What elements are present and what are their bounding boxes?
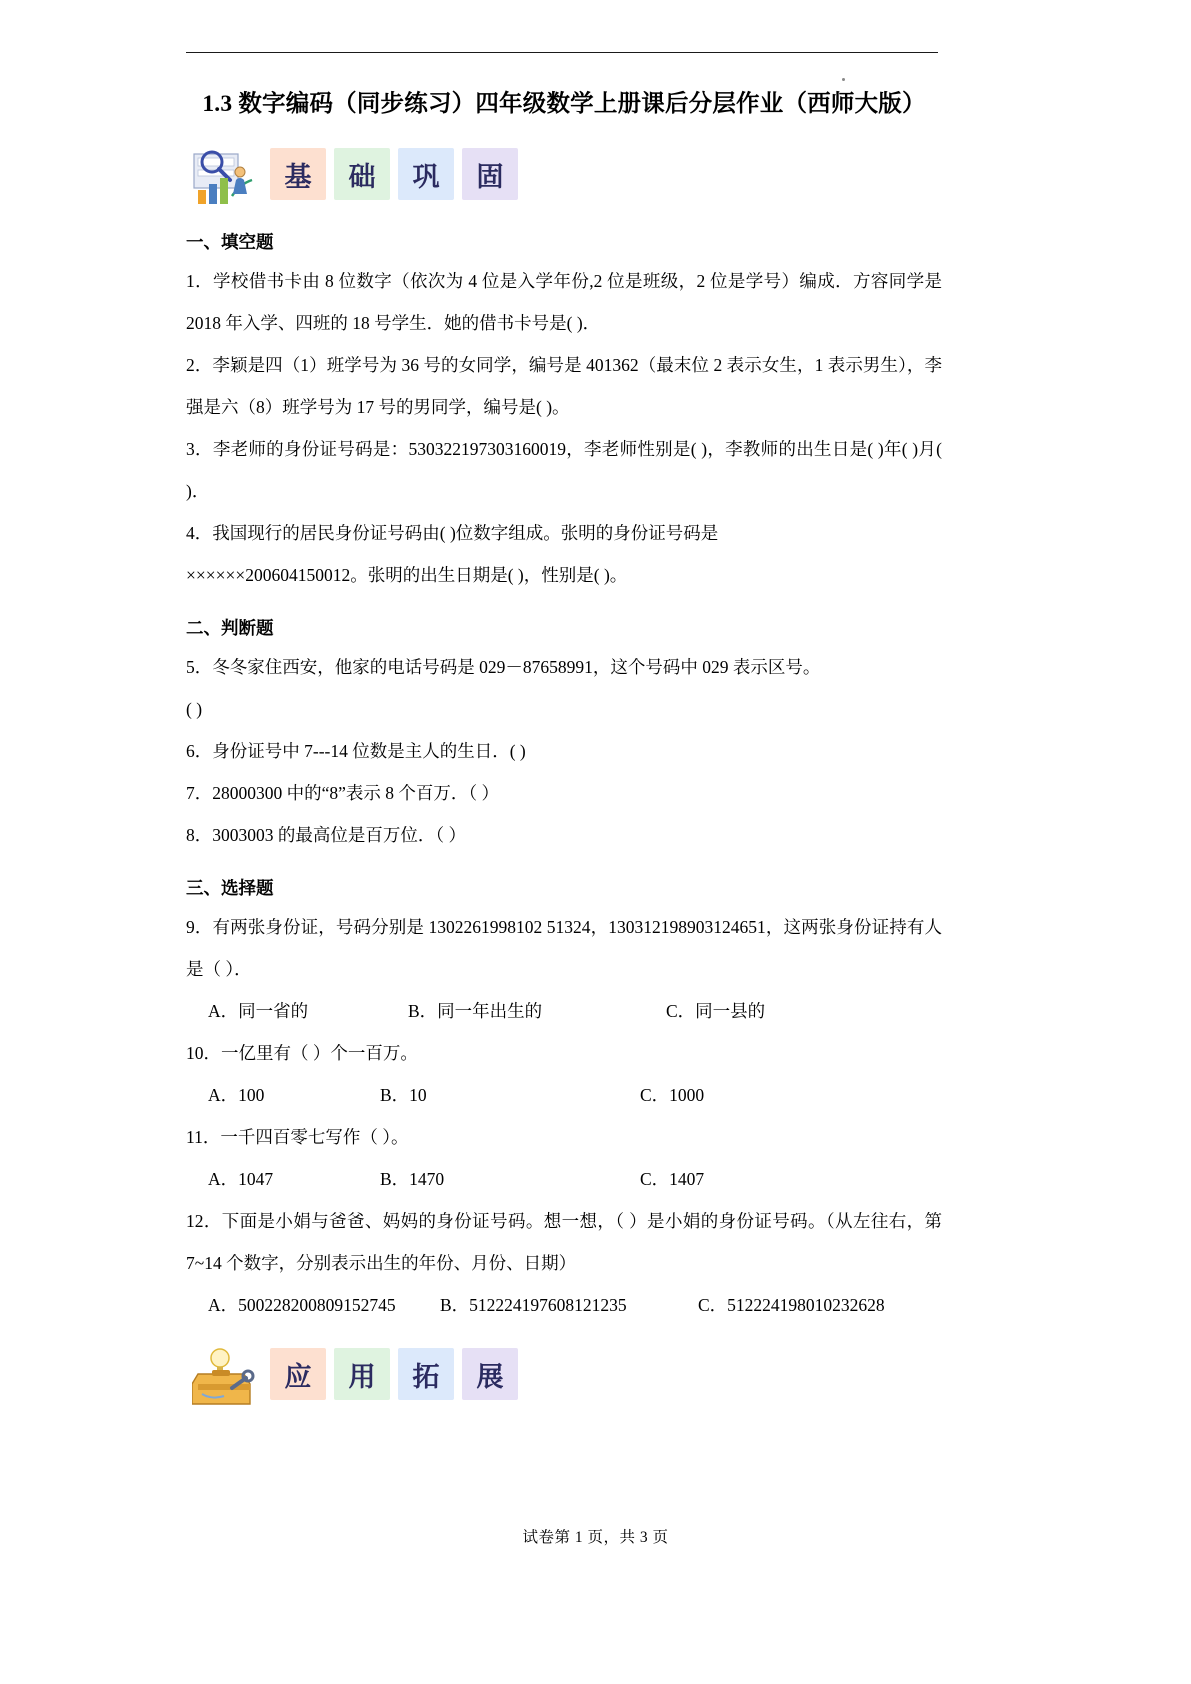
question-3: 3．李老师的身份证号码是：530322197303160019，李老师性别是( )，李教师的出生日是( )年( )月( )． [186, 439, 942, 501]
magnifier-chart-icon [192, 144, 266, 208]
banner2-char-0: 应 [270, 1348, 326, 1400]
question-9-option-c: C．同一县的 [666, 1001, 766, 1021]
question-9-option-b: B．同一年出生的 [408, 1001, 543, 1021]
question-11-option-a: A．1047 [208, 1169, 274, 1189]
question-9-options [186, 990, 942, 1032]
banner-char-2: 巩 [398, 148, 454, 200]
question-11-options [186, 1158, 942, 1200]
question-1: 1．学校借书卡由 8 位数字（依次为 4 位是入学年份,2 位是班级，2 位是学号）编成．方容同学是 2018 年入学、四班的 18 号学生．她的借书卡号是( )． [186, 271, 942, 333]
toolbox-icon [192, 1344, 266, 1408]
question-11-option-b: B．1470 [380, 1169, 445, 1189]
question-5-blank: ( ) [186, 699, 203, 719]
question-4-line-1: 4．我国现行的居民身份证号码由( )位数字组成。张明的身份证号码是 [186, 523, 719, 543]
banner-char-1: 础 [334, 148, 390, 200]
question-12: 12．下面是小娟与爸爸、妈妈的身份证号码。想一想，（ ）是小娟的身份证号码。（从左往右，第 7~14 个数字，分别表示出生的年份、月份、日期） [186, 1211, 942, 1273]
banner-basics-chars [270, 148, 518, 200]
banner2-char-2: 拓 [398, 1348, 454, 1400]
question-12-option-b: B．512224197608121235 [440, 1295, 627, 1315]
question-10-option-b: B．10 [380, 1085, 427, 1105]
question-8: 8．3003003 的最高位是百万位．（ ） [186, 825, 466, 845]
section-banner-application [186, 1344, 942, 1414]
page-title: 1.3 数字编码（同步练习）四年级数学上册课后分层作业（西师大版） [202, 91, 926, 117]
banner2-char-3: 展 [462, 1348, 518, 1400]
question-2: 2．李颖是四（1）班学号为 36 号的女同学，编号是 401362（最末位 2 表示女生，1 表示男生），李强是六（8）班学号为 17 号的男同学，编号是( )。 [186, 355, 942, 417]
banner-application-chars [270, 1348, 518, 1400]
page-footer: 试卷第 1 页，共 3 页 [522, 1529, 669, 1546]
section-heading-multiple-choice: 三、选择题 [186, 878, 274, 898]
section-banner-basics [186, 144, 942, 210]
question-4-line-2: ××××××200604150012。张明的出生日期是( )，性别是( )。 [186, 565, 628, 585]
question-6: 6．身份证号中 7---14 位数是主人的生日．( ) [186, 741, 526, 761]
question-9-option-a: A．同一省的 [208, 1001, 309, 1021]
document-content [186, 78, 942, 1414]
banner-char-3: 固 [462, 148, 518, 200]
question-10-option-a: A．100 [208, 1085, 265, 1105]
question-9: 9．有两张身份证，号码分别是 1302261998102 51324，130312198903124651，这两张身份证持有人是（ ）． [186, 917, 942, 979]
question-12-option-c: C．512224198010232628 [698, 1295, 885, 1315]
question-10: 10．一亿里有（ ）个一百万。 [186, 1043, 418, 1063]
header-rule [186, 52, 938, 53]
section-heading-fill-blank: 一、填空题 [186, 232, 274, 252]
question-12-options [186, 1284, 942, 1326]
question-11-option-c: C．1407 [640, 1169, 705, 1189]
question-12-option-a: A．500228200809152745 [208, 1295, 396, 1315]
question-10-options [186, 1074, 942, 1116]
question-11: 11．一千四百零七写作（ ）。 [186, 1127, 409, 1147]
section-heading-true-false: 二、判断题 [186, 618, 274, 638]
question-10-option-c: C．1000 [640, 1085, 705, 1105]
banner2-char-1: 用 [334, 1348, 390, 1400]
question-5: 5．冬冬家住西安，他家的电话号码是 029－87658991，这个号码中 029 表示区号。 [186, 657, 821, 677]
question-7: 7．28000300 中的“8”表示 8 个百万．（ ） [186, 783, 500, 803]
banner-char-0: 基 [270, 148, 326, 200]
